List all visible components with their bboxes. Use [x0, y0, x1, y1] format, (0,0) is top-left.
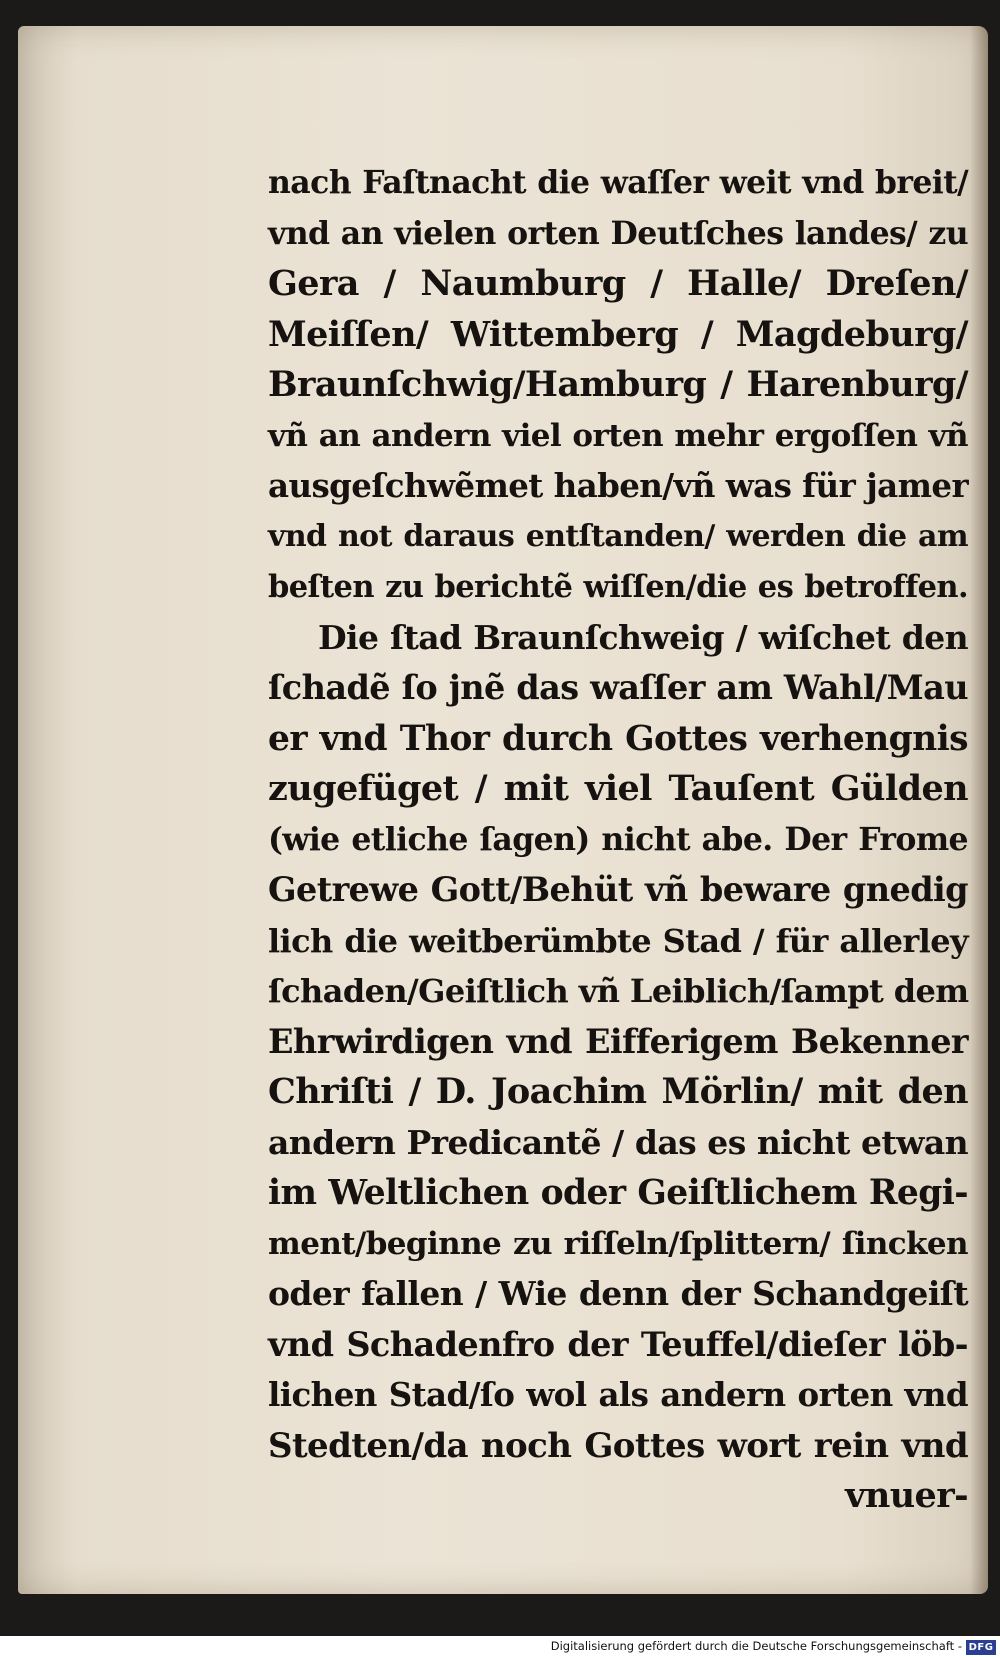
- text-line: Ehrwirdigen vnd Eifferigem Bekenner: [268, 1021, 968, 1061]
- book-page: [18, 26, 988, 1594]
- text-line: Chriſti / D. Joachim Mörlin/ mit den: [268, 1071, 968, 1112]
- text-line: ment/beginne zu riſſeln/ſplittern/ ſincken: [268, 1225, 968, 1262]
- text-line: im Weltlichen oder Geiſtlichem Regi-: [268, 1173, 968, 1213]
- text-line: Braunſchwig/Hamburg / Harenburg/: [268, 364, 968, 405]
- text-line: er vnd Thor durch Gottes verhengnis: [268, 718, 968, 759]
- text-line: lich die weitberümbte Stad / für allerley: [268, 921, 968, 960]
- catchword: vnuer-: [845, 1475, 968, 1516]
- text-line: Getrewe Gott/Behüt vñ beware gnedig: [268, 870, 968, 909]
- dfg-logo: DFG: [966, 1640, 996, 1655]
- text-line: Gera / Naumburg / Halle/ Dreſen/: [268, 263, 968, 304]
- text-line: Die ſtad Braunſchweig / wiſchet den: [318, 617, 968, 657]
- footer-bar: [0, 1636, 1000, 1660]
- footer-credit: Digitalisierung gefördert durch die Deutsche Forschungsgemeinschaft -: [550, 1639, 962, 1653]
- text-line: lichen Stad/ſo wol als andern orten vnd: [268, 1375, 968, 1414]
- text-line: vnd not daraus entſtanden/ werden die am: [268, 518, 968, 554]
- text-block: [268, 158, 968, 1522]
- text-line: oder fallen / Wie denn der Schandgeiſt: [268, 1274, 968, 1313]
- text-line: Stedten/da noch Gottes wort rein vnd: [268, 1425, 968, 1466]
- text-line: Meiſſen/ Wittemberg / Magdeburg/: [268, 313, 968, 355]
- text-line: (wie etliche ſagen) nicht abe. Der Frome: [268, 820, 968, 858]
- text-line: vñ an andern viel orten mehr ergoſſen vñ: [268, 417, 968, 454]
- text-line: ſchadẽ ſo jnẽ das waſſer am Wahl/Mau: [268, 668, 968, 707]
- text-line: vnd an vielen orten Deutſches landes/ zu: [268, 214, 968, 252]
- text-line: nach Faſtnacht die waſſer weit vnd breit/: [268, 164, 968, 201]
- text-line: beſten zu berichtẽ wiſſen/die es betroffen.: [268, 569, 968, 605]
- text-line: zugefüget / mit viel Tauſent Gülden: [268, 768, 968, 809]
- text-line: ausgeſchwẽmet haben/vñ was für jamer: [268, 466, 968, 505]
- text-line: vnd Schadenfro der Teuffel/dieſer löb-: [268, 1324, 968, 1364]
- text-line: ſchaden/Geiſtlich vñ Leiblich/ſampt dem: [268, 972, 969, 1010]
- text-line: andern Predicantẽ / das es nicht etwan: [268, 1122, 968, 1162]
